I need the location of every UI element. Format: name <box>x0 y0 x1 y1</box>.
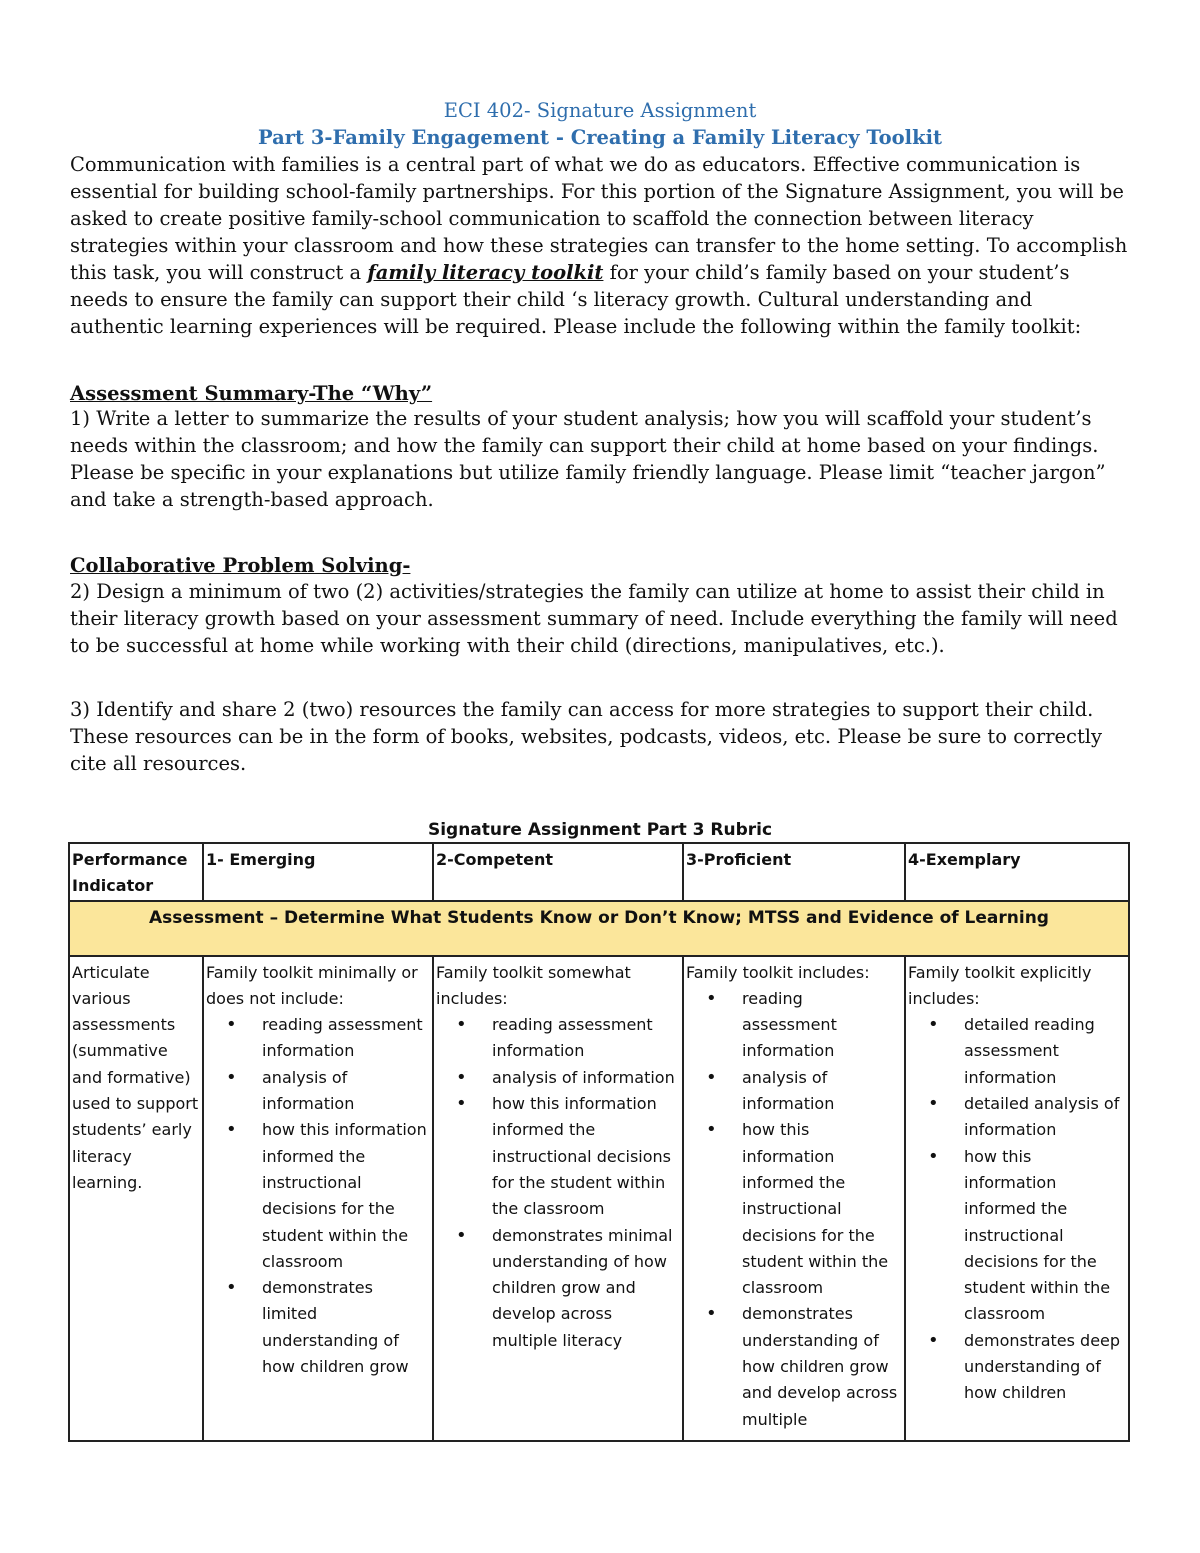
activities-text: 2) Design a minimum of two (2) activities/strategies the family can utilize at home to assist their child in their literacy growth based on your assessment summary of need. Include everything the family will need to be successful at home while working with their child (directions, manipulatives, etc.). <box>70 580 1118 657</box>
criteria-item: • how this information informed the instructional decisions for the student within the classroom <box>908 1144 1126 1328</box>
intro-text-before: Communication with families is a central part of what we do as educators. Effective communication is essential for building school-family partnerships. For this portion of the Signature Assignment, you will be asked to create positive family-school communication to scaffold the connection between literacy strategies within your classroom and how these strategies can transfer to the home setting. To accomplish this task, you will construct a <box>70 153 1128 284</box>
level-intro: Family toolkit somewhat includes: <box>436 962 631 1008</box>
criteria-item: • reading assessment information <box>436 1012 680 1065</box>
header-competent: 2-Competent <box>433 843 683 901</box>
criteria-item: • how this information informed the instructional decisions for the student within the classroom <box>206 1117 430 1275</box>
criteria-item: • reading assessment information <box>686 986 902 1065</box>
criteria-item: • how this information informed the instructional decisions for the student within the classroom <box>686 1117 902 1301</box>
criteria-list <box>908 1012 1126 1406</box>
rubric-header-row <box>69 843 1129 901</box>
rubric-table <box>68 842 1130 1442</box>
emerging-cell <box>203 956 433 1441</box>
criteria-item: • demonstrates deep understanding of how children <box>908 1328 1126 1407</box>
criteria-item: • analysis of information <box>436 1065 680 1091</box>
level-intro: Family toolkit minimally or does not include: <box>206 962 418 1008</box>
criteria-item: • demonstrates limited understanding of how children grow <box>206 1275 430 1380</box>
criteria-item: • demonstrates minimal understanding of how children grow and develop across multiple literacy <box>436 1223 680 1354</box>
criteria-item: • reading assessment information <box>206 1012 430 1065</box>
criteria-item: • detailed reading assessment information <box>908 1012 1126 1091</box>
level-intro: Family toolkit explicitly includes: <box>908 962 1092 1008</box>
header-emerging: 1- Emerging <box>203 843 433 901</box>
level-intro: Family toolkit includes: <box>686 962 870 982</box>
rubric-title: Signature Assignment Part 3 Rubric <box>427 820 773 840</box>
course-title: ECI 402- Signature Assignment <box>443 99 757 122</box>
rubric-band-row <box>69 901 1129 956</box>
criteria-item: • analysis of information <box>206 1065 430 1118</box>
criteria-item: • analysis of information <box>686 1065 902 1118</box>
part-title: Part 3-Family Engagement - Creating a Family Literacy Toolkit <box>257 126 943 149</box>
criteria-list <box>206 1012 430 1380</box>
criteria-item: • how this information informed the instructional decisions for the student within the classroom <box>436 1091 680 1222</box>
assessment-summary-heading: Assessment Summary-The “Why” <box>70 382 433 405</box>
assessment-band: Assessment – Determine What Students Know or Don’t Know; MTSS and Evidence of Learning <box>69 901 1129 956</box>
assessment-summary-text: 1) Write a letter to summarize the results of your student analysis; how you will scaffold your student’s needs within the classroom; and how the family can support their child at home based on your findings. Please be specific in your explanations but utilize family friendly language. Please limit “teacher jargon” and take a strength-based approach. <box>70 407 1106 511</box>
header-exemplary: 4-Exemplary <box>905 843 1129 901</box>
exemplary-cell <box>905 956 1129 1441</box>
competent-cell <box>433 956 683 1441</box>
proficient-cell <box>683 956 905 1441</box>
indicator-cell: Articulate various assessments (summative and formative) used to support students’ early literacy learning. <box>69 956 203 1441</box>
rubric-criteria-row <box>69 956 1129 1441</box>
intro-paragraph <box>70 151 1132 340</box>
intro-emphasis: family literacy toolkit <box>367 261 604 284</box>
criteria-list <box>686 986 902 1433</box>
intro-text-after: for your child’s family based on your student’s needs to ensure the family can support their child ‘s literacy growth. Cultural understanding and authentic learning experiences will be required. Please include the following within the family toolkit: <box>70 261 1082 338</box>
collaborative-problem-solving-heading: Collaborative Problem Solving- <box>70 554 411 577</box>
header-proficient: 3-Proficient <box>683 843 905 901</box>
resources-text: 3) Identify and share 2 (two) resources the family can access for more strategies to support their child. These resources can be in the form of books, websites, podcasts, videos, etc. Please be sure to correctly cite all resources. <box>70 698 1103 775</box>
header-performance-indicator: Performance Indicator <box>69 843 203 901</box>
criteria-list <box>436 1012 680 1354</box>
criteria-item: • detailed analysis of information <box>908 1091 1126 1144</box>
criteria-item: • demonstrates understanding of how children grow and develop across multiple <box>686 1301 902 1432</box>
